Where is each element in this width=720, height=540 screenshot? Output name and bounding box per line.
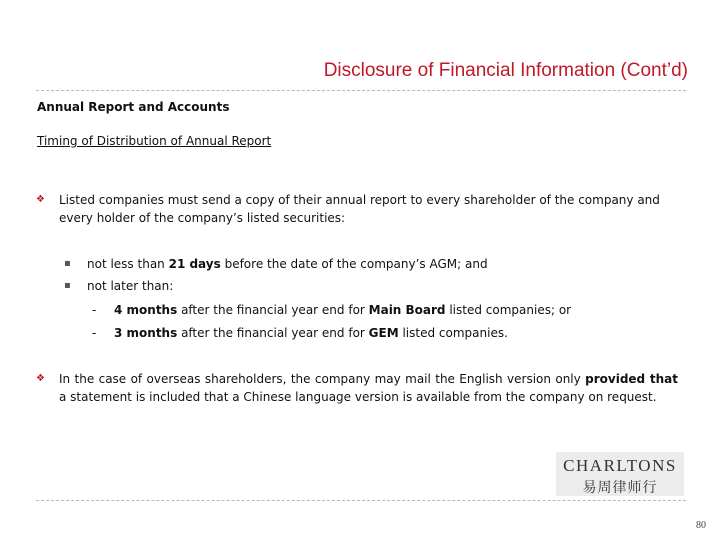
sub-item-text: not less than 21 days before the date of the company’s AGM; and xyxy=(87,257,488,271)
sub-item-not-later xyxy=(64,277,173,295)
bullet-dot-icon: ▪ xyxy=(64,258,71,269)
charltons-logo xyxy=(556,452,684,496)
dash-item-text: 3 months after the financial year end for GEM listed companies. xyxy=(114,326,508,340)
dash-item-text: 4 months after the financial year end for Main Board listed companies; or xyxy=(114,303,572,317)
bullet-text: Listed companies must send a copy of their annual report to every shareholder of the company and every holder of the company’s listed securities: xyxy=(59,193,660,225)
bullet-text: In the case of overseas shareholders, the company may mail the English version only provided that a statement is included that a Chinese language version is available from the company on request. xyxy=(59,372,679,404)
slide-title: Disclosure of Financial Information (Cont’d) xyxy=(323,60,688,81)
divider-top xyxy=(36,90,686,91)
bullet-dot-icon: ▪ xyxy=(64,280,71,291)
bullet-square-icon: ❖ xyxy=(36,373,45,384)
sub-heading: Timing of Distribution of Annual Report xyxy=(37,134,272,148)
divider-bottom xyxy=(36,500,686,501)
page-number: 80 xyxy=(696,520,706,531)
dash-marker: - xyxy=(92,326,97,340)
bullet-item-overseas xyxy=(36,370,678,406)
bullet-square-icon: ❖ xyxy=(36,194,45,205)
sub-item-21-days xyxy=(64,255,488,273)
dash-item-gem xyxy=(92,324,508,342)
logo-english: CHARLTONS xyxy=(563,456,677,475)
bullet-item-distribution xyxy=(36,191,678,227)
logo-chinese: 易周律师行 xyxy=(582,480,658,496)
dash-item-main-board xyxy=(92,301,571,319)
dash-marker: - xyxy=(92,303,97,317)
section-heading: Annual Report and Accounts xyxy=(37,100,230,114)
sub-item-text: not later than: xyxy=(87,279,174,293)
